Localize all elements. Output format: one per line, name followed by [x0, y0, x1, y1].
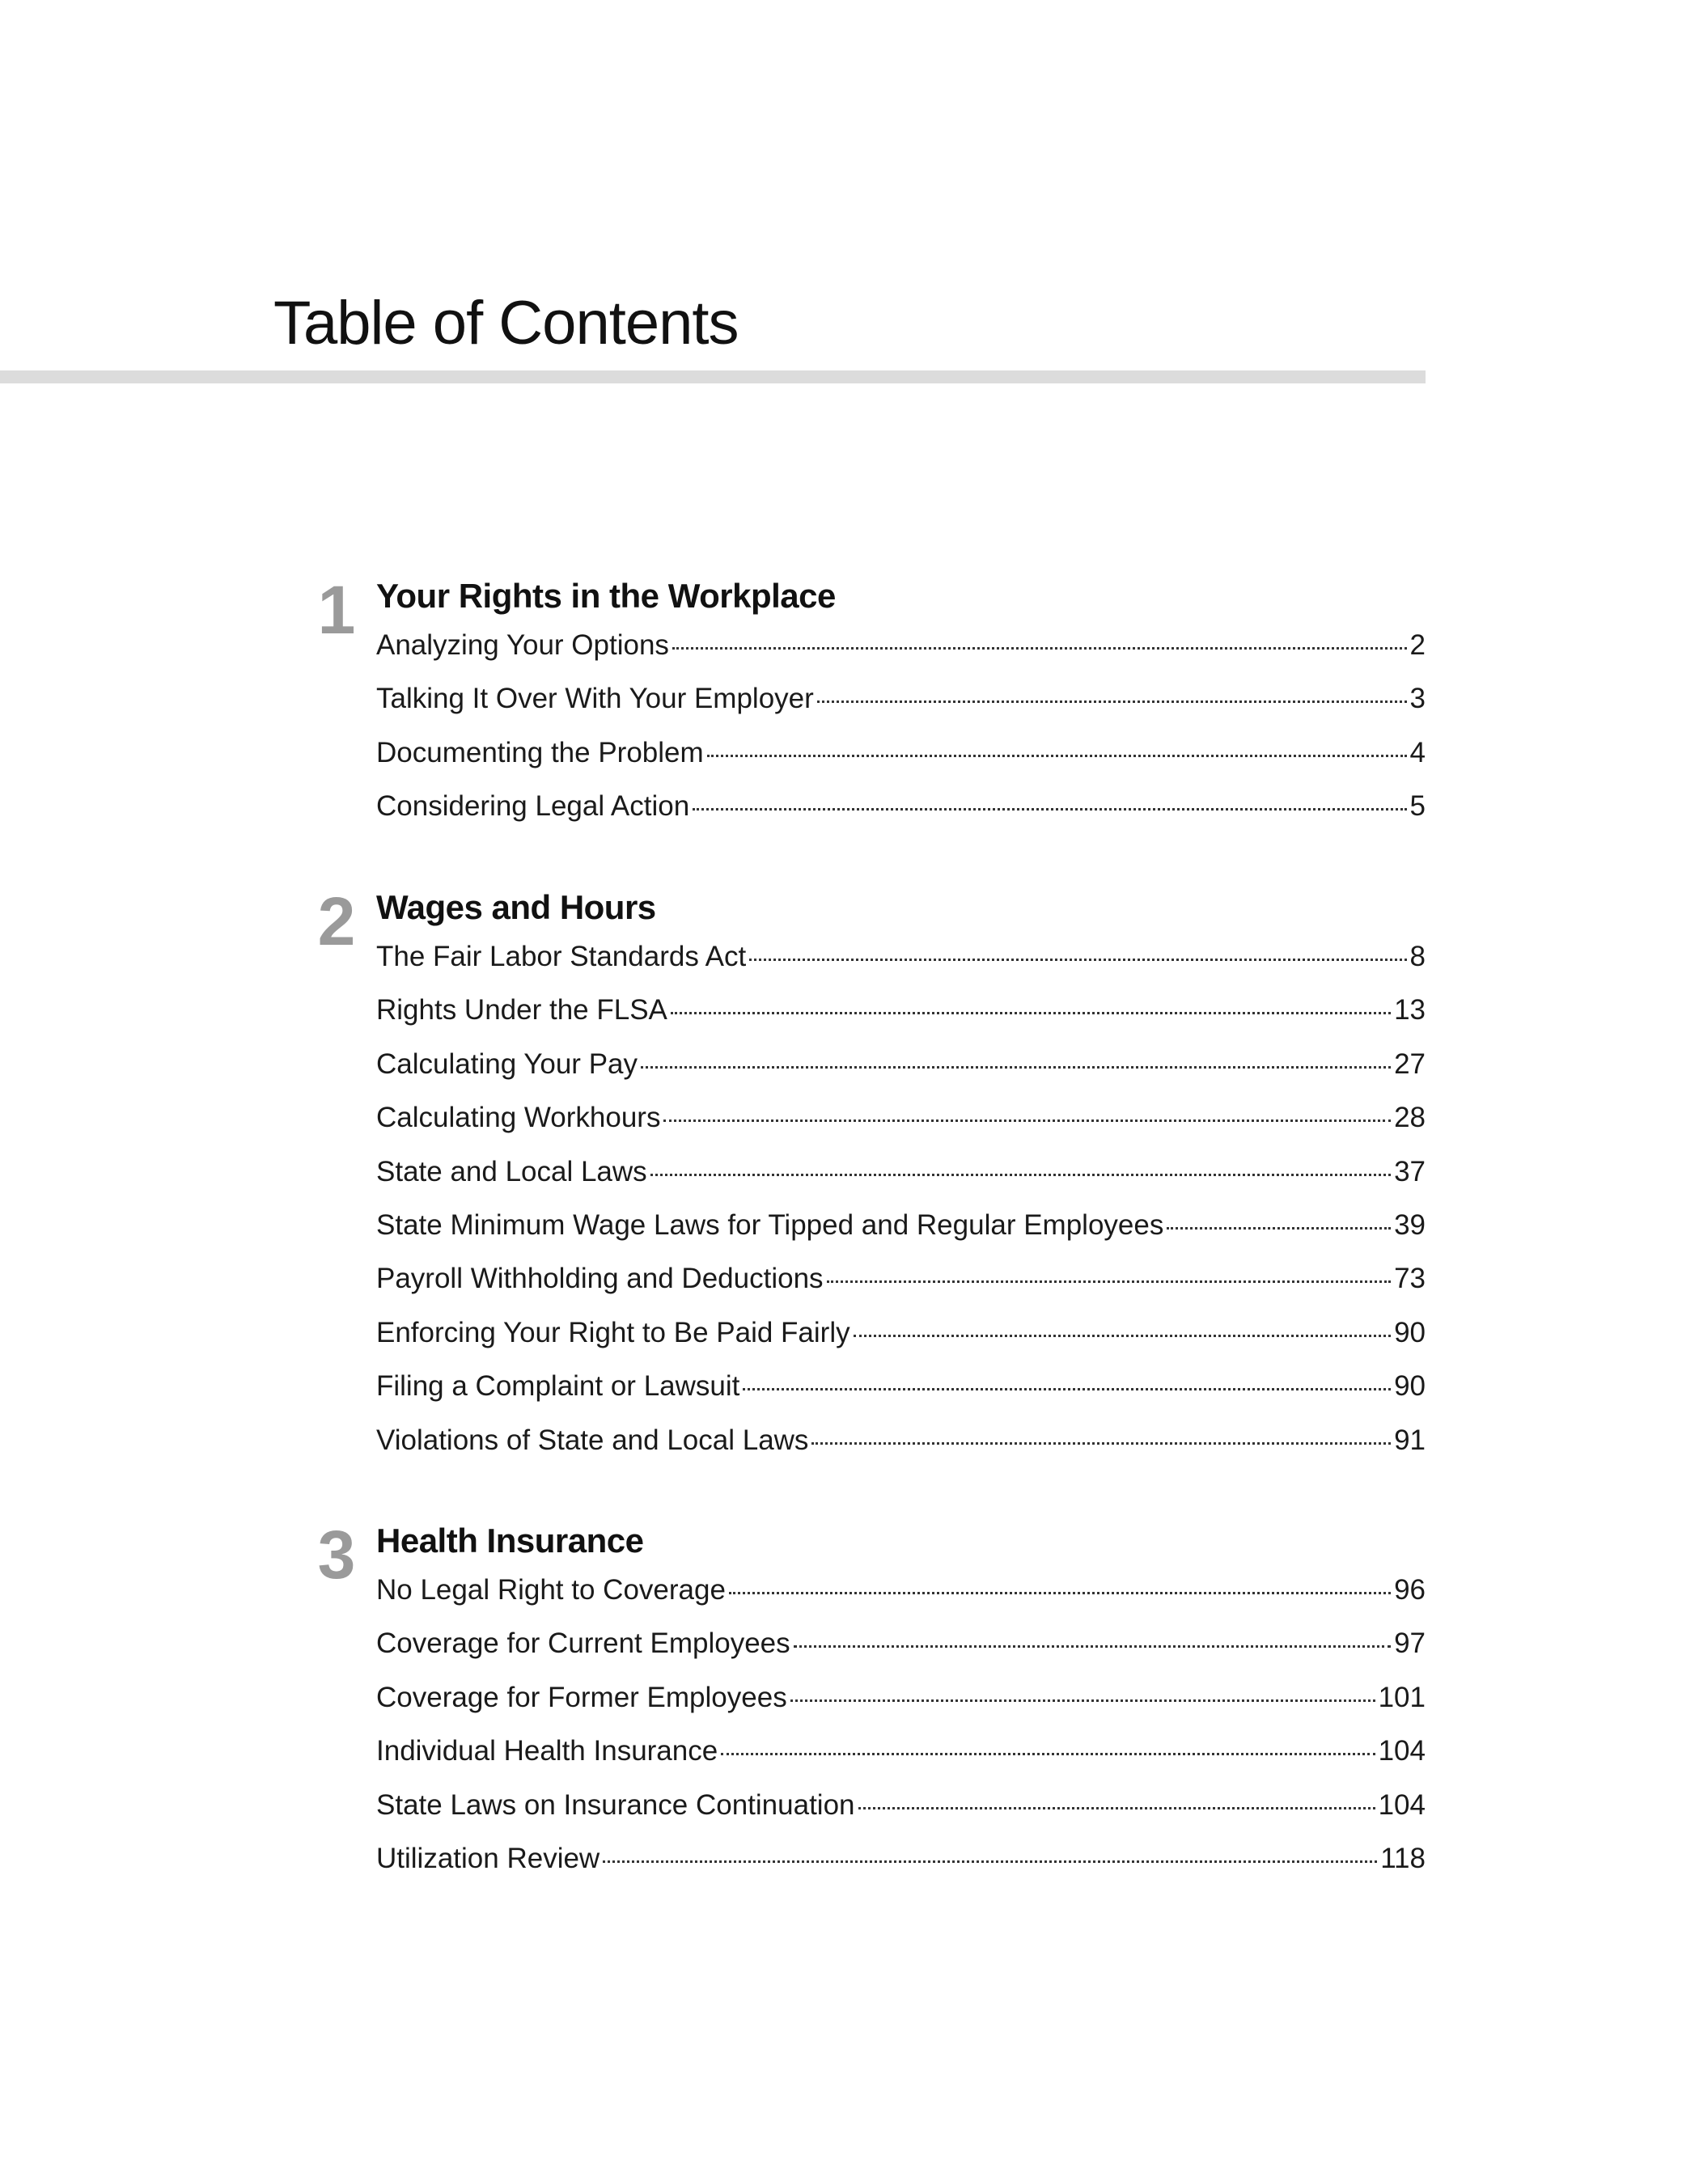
toc-entry[interactable] — [376, 1789, 1426, 1843]
dot-leader — [749, 959, 1406, 961]
toc-entry-label: State Minimum Wage Laws for Tipped and Regular Employees — [376, 1208, 1164, 1241]
chapter-entry-list — [376, 1574, 1426, 1896]
toc-entry-page: 3 — [1409, 683, 1426, 715]
toc-entry-page: 28 — [1394, 1102, 1426, 1134]
toc-entry[interactable] — [376, 1424, 1426, 1478]
toc-entry[interactable] — [376, 1574, 1426, 1627]
dot-leader — [729, 1592, 1391, 1594]
toc-entry[interactable] — [376, 1317, 1426, 1370]
chapter-entry-list — [376, 629, 1426, 844]
chapter-title: Your Rights in the Workplace — [376, 577, 836, 615]
toc-entry-page: 104 — [1378, 1788, 1426, 1821]
toc-entry-page: 118 — [1380, 1842, 1426, 1874]
toc-entry-label: Utilization Review — [376, 1842, 600, 1874]
dot-leader — [650, 1174, 1391, 1176]
toc-entry-label: State and Local Laws — [376, 1155, 647, 1187]
toc-entry[interactable] — [376, 994, 1426, 1048]
toc-entry-label: Coverage for Former Employees — [376, 1681, 787, 1713]
chapter-title: Wages and Hours — [376, 888, 656, 926]
dot-leader — [854, 1335, 1391, 1337]
toc-entry[interactable] — [376, 1102, 1426, 1155]
toc-entry-page: 39 — [1394, 1208, 1426, 1241]
toc-entry[interactable] — [376, 1682, 1426, 1735]
toc-entry-page: 5 — [1409, 790, 1426, 823]
toc-entry[interactable] — [376, 1627, 1426, 1681]
toc-entry-label: Enforcing Your Right to Be Paid Fairly — [376, 1316, 850, 1348]
toc-entry-page: 27 — [1394, 1048, 1426, 1080]
toc-entry[interactable] — [376, 790, 1426, 844]
dot-leader — [1167, 1227, 1391, 1230]
dot-leader — [790, 1699, 1375, 1702]
toc-entry-page: 73 — [1394, 1263, 1426, 1295]
toc-entry-page: 37 — [1394, 1155, 1426, 1187]
toc-entry-page: 97 — [1394, 1627, 1426, 1660]
dot-leader — [743, 1388, 1391, 1390]
dot-leader — [858, 1807, 1375, 1809]
toc-entry-label: Filing a Complaint or Lawsuit — [376, 1370, 740, 1403]
dot-leader — [671, 1012, 1391, 1014]
chapter-number: 1 — [317, 572, 356, 648]
toc-entry-label: Analyzing Your Options — [376, 629, 669, 661]
toc-entry-label: Payroll Withholding and Deductions — [376, 1263, 824, 1295]
chapter-number: 3 — [317, 1517, 356, 1593]
toc-entry[interactable] — [376, 683, 1426, 736]
toc-entry-label: State Laws on Insurance Continuation — [376, 1788, 855, 1821]
dot-leader — [794, 1645, 1391, 1648]
chapter-entry-list — [376, 941, 1426, 1478]
toc-entry-page: 8 — [1409, 941, 1426, 972]
toc-entry-label: Talking It Over With Your Employer — [376, 683, 814, 715]
toc-entry[interactable] — [376, 737, 1426, 790]
toc-entry[interactable] — [376, 1209, 1426, 1263]
chapter-number: 2 — [317, 883, 356, 959]
toc-entry[interactable] — [376, 629, 1426, 683]
toc-entry[interactable] — [376, 1735, 1426, 1788]
toc-entry[interactable] — [376, 1843, 1426, 1896]
toc-entry-page: 104 — [1378, 1735, 1426, 1767]
toc-entry[interactable] — [376, 1370, 1426, 1424]
toc-entry-page: 2 — [1409, 629, 1426, 661]
toc-entry-label: Violations of State and Local Laws — [376, 1424, 809, 1456]
dot-leader — [693, 808, 1406, 811]
dot-leader — [811, 1442, 1391, 1445]
dot-leader — [603, 1860, 1377, 1863]
dot-leader — [827, 1280, 1392, 1283]
toc-entry[interactable] — [376, 1156, 1426, 1209]
toc-entry-label: Calculating Your Pay — [376, 1048, 638, 1080]
toc-entry-label: Calculating Workhours — [376, 1102, 661, 1134]
toc-entry-label: Documenting the Problem — [376, 736, 704, 768]
toc-entry-label: Considering Legal Action — [376, 790, 690, 823]
toc-entry-label: Coverage for Current Employees — [376, 1627, 790, 1660]
toc-entry[interactable] — [376, 1048, 1426, 1102]
toc-entry-label: Rights Under the FLSA — [376, 994, 667, 1026]
toc-entry[interactable] — [376, 1263, 1426, 1316]
toc-entry-label: The Fair Labor Standards Act — [376, 941, 747, 972]
page-title: Table of Contents — [273, 289, 739, 358]
chapter-title: Health Insurance — [376, 1522, 644, 1560]
toc-entry-page: 90 — [1394, 1370, 1426, 1403]
title-rule — [0, 370, 1426, 383]
dot-leader — [707, 755, 1407, 757]
dot-leader — [817, 700, 1407, 703]
toc-entry-page: 101 — [1378, 1681, 1426, 1713]
dot-leader — [672, 647, 1407, 650]
toc-entry-page: 4 — [1409, 736, 1426, 768]
dot-leader — [663, 1120, 1391, 1122]
toc-entry-label: Individual Health Insurance — [376, 1735, 718, 1767]
dot-leader — [721, 1753, 1375, 1755]
toc-entry[interactable] — [376, 941, 1426, 994]
toc-entry-page: 91 — [1394, 1424, 1426, 1456]
dot-leader — [641, 1066, 1391, 1069]
toc-entry-page: 96 — [1394, 1574, 1426, 1606]
toc-entry-label: No Legal Right to Coverage — [376, 1574, 726, 1606]
toc-entry-page: 13 — [1394, 994, 1426, 1026]
toc-entry-page: 90 — [1394, 1316, 1426, 1348]
